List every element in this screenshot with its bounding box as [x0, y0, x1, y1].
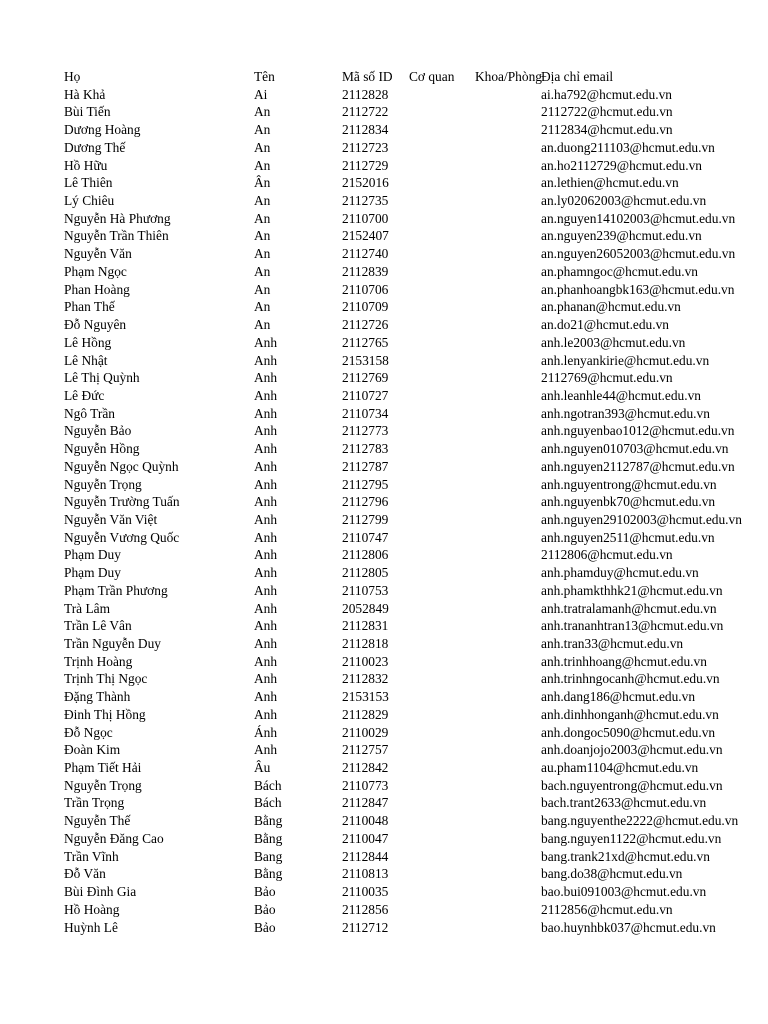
table-row	[64, 794, 707, 812]
table-row	[64, 635, 684, 653]
cell-ten: Anh	[254, 547, 278, 563]
cell-email: an.nguyen14102003@hcmut.edu.vn	[541, 210, 736, 226]
cell-ten: Anh	[254, 742, 278, 758]
cell-ho: Lê Thiên	[64, 175, 113, 191]
cell-email: anh.dang186@hcmut.edu.vn	[541, 689, 696, 705]
cell-ten: Anh	[254, 405, 278, 421]
cell-ho: Phan Hoàng	[64, 281, 130, 297]
cell-ten: Anh	[254, 618, 278, 634]
cell-email: 2112834@hcmut.edu.vn	[541, 122, 673, 138]
cell-email: anh.nguyenbk70@hcmut.edu.vn	[541, 494, 716, 510]
cell-ten: Anh	[254, 636, 278, 651]
cell-id: 2110753	[342, 582, 389, 598]
table-row	[64, 848, 710, 866]
cell-email: an.lethien@hcmut.edu.vn	[541, 175, 679, 191]
cell-ho: Nguyễn Thế	[64, 813, 131, 829]
cell-id: 2112844	[342, 848, 389, 864]
cell-ho: Trần Trọng	[64, 795, 125, 811]
cell-email: anh.le2003@hcmut.edu.vn	[541, 334, 686, 350]
cell-ten: An	[254, 122, 271, 138]
table-row	[64, 493, 716, 511]
cell-email: an.nguyen26052003@hcmut.edu.vn	[541, 246, 736, 262]
cell-ho: Trần Lê Vân	[64, 618, 132, 634]
header-email: Địa chỉ email	[541, 69, 614, 84]
cell-ten: Anh	[254, 352, 278, 368]
cell-id: 2110029	[342, 724, 389, 740]
cell-ho: Ngô Trần	[64, 405, 115, 421]
header-co-quan: Cơ quan	[409, 69, 455, 84]
cell-id: 2052849	[342, 600, 389, 616]
cell-ho: Trần Nguyễn Duy	[64, 636, 161, 651]
cell-id: 2112740	[342, 246, 389, 262]
cell-ho: Hồ Hữu	[64, 157, 108, 173]
cell-id: 2112735	[342, 193, 389, 209]
table-row	[64, 670, 720, 688]
table-row	[64, 316, 669, 334]
cell-ten: An	[254, 210, 271, 226]
cell-id: 2112796	[342, 494, 389, 510]
cell-ten: Bằng	[254, 830, 283, 846]
table-row	[64, 546, 673, 564]
cell-email: anh.tratralamanh@hcmut.edu.vn	[541, 600, 717, 616]
cell-email: bang.nguyenthe2222@hcmut.edu.vn	[541, 813, 739, 829]
cell-email: anh.tran33@hcmut.edu.vn	[541, 636, 684, 651]
table-row	[64, 458, 735, 476]
cell-ten: An	[254, 157, 271, 173]
cell-email: anh.nguyentrong@hcmut.edu.vn	[541, 476, 717, 492]
cell-ten: An	[254, 139, 271, 155]
cell-ho: Lê Hồng	[64, 334, 112, 350]
cell-ten: An	[254, 281, 271, 297]
table-row	[64, 157, 702, 175]
cell-ho: Đinh Thị Hồng	[64, 706, 146, 722]
table-row	[64, 387, 701, 405]
cell-email: bao.bui091003@hcmut.edu.vn	[541, 884, 707, 900]
cell-ten: An	[254, 263, 271, 279]
cell-id: 2112799	[342, 511, 389, 527]
cell-ho: Phạm Duy	[64, 547, 121, 563]
cell-ho: Phạm Ngọc	[64, 263, 127, 279]
header-row	[64, 68, 669, 86]
cell-email: 2112806@hcmut.edu.vn	[541, 547, 673, 563]
cell-id: 2110700	[342, 210, 389, 226]
cell-id: 2112712	[342, 919, 389, 935]
cell-email: anh.lenyankirie@hcmut.edu.vn	[541, 352, 710, 368]
table-row	[64, 529, 715, 547]
cell-ho: Trịnh Thị Ngọc	[64, 671, 148, 687]
cell-ho: Trà Lâm	[64, 600, 110, 616]
cell-ho: Trần Vĩnh	[64, 848, 119, 864]
cell-email: anh.nguyen010703@hcmut.edu.vn	[541, 441, 729, 457]
cell-ten: An	[254, 299, 271, 315]
table-row	[64, 600, 717, 618]
header-ten: Tên	[254, 69, 275, 84]
cell-ten: Bảo	[254, 901, 276, 917]
table-row	[64, 688, 696, 706]
table-row	[64, 174, 679, 192]
table-row	[64, 777, 723, 795]
cell-id: 2110747	[342, 529, 389, 545]
table-row	[64, 653, 707, 671]
table-row	[64, 422, 735, 440]
cell-email: anh.nguyen2112787@hcmut.edu.vn	[541, 458, 735, 474]
cell-ten: Anh	[254, 494, 278, 510]
cell-email: anh.doanjojo2003@hcmut.edu.vn	[541, 742, 723, 758]
cell-ho: Nguyễn Hồng	[64, 441, 140, 457]
cell-email: an.nguyen239@hcmut.edu.vn	[541, 228, 702, 244]
cell-ho: Huỳnh Lê	[64, 919, 118, 935]
cell-ten: Anh	[254, 529, 278, 545]
cell-ho: Lê Đức	[64, 387, 105, 403]
cell-email: anh.trananhtran13@hcmut.edu.vn	[541, 618, 724, 634]
table-row	[64, 263, 698, 281]
table-row	[64, 617, 724, 635]
cell-email: bach.nguyentrong@hcmut.edu.vn	[541, 777, 723, 793]
cell-email: anh.trinhngocanh@hcmut.edu.vn	[541, 671, 720, 687]
cell-id: 2112806	[342, 547, 389, 563]
table-row	[64, 298, 681, 316]
cell-id: 2112847	[342, 795, 389, 811]
table-row	[64, 405, 710, 423]
table-row	[64, 865, 683, 883]
cell-ho: Phạm Tiết Hải	[64, 760, 142, 776]
table-row	[64, 919, 716, 937]
cell-ho: Nguyễn Đăng Cao	[64, 830, 164, 846]
cell-email: ai.ha792@hcmut.edu.vn	[541, 86, 672, 102]
cell-id: 2110727	[342, 387, 389, 403]
cell-id: 2112829	[342, 706, 389, 722]
table-row	[64, 564, 699, 582]
cell-ten: Anh	[254, 565, 278, 581]
cell-ho: Đặng Thành	[64, 689, 131, 705]
cell-ten: Bang	[254, 848, 283, 864]
cell-email: an.phamngoc@hcmut.edu.vn	[541, 263, 698, 279]
table-row	[64, 121, 673, 139]
cell-ten: An	[254, 317, 271, 333]
cell-id: 2110706	[342, 281, 389, 297]
cell-id: 2112769	[342, 370, 389, 386]
cell-ten: Anh	[254, 582, 278, 598]
cell-id: 2112818	[342, 636, 389, 651]
table-row	[64, 334, 686, 352]
cell-email: anh.dinhhonganh@hcmut.edu.vn	[541, 706, 719, 722]
cell-id: 2112757	[342, 742, 389, 758]
table-row	[64, 476, 717, 494]
cell-id: 2110023	[342, 653, 389, 669]
cell-email: anh.nguyen29102003@hcmut.edu.vn	[541, 511, 742, 527]
cell-email: 2112769@hcmut.edu.vn	[541, 370, 673, 386]
cell-ho: Nguyễn Văn	[64, 246, 132, 262]
cell-ho: Bùi Tiến	[64, 104, 111, 120]
cell-ten: Bằng	[254, 813, 283, 829]
cell-ten: Anh	[254, 476, 278, 492]
cell-ho: Nguyễn Trường Tuấn	[64, 494, 180, 510]
cell-ho: Đỗ Văn	[64, 866, 106, 882]
cell-ho: Hà Khả	[64, 86, 106, 102]
cell-email: anh.nguyenbao1012@hcmut.edu.vn	[541, 423, 735, 439]
cell-id: 2152016	[342, 175, 389, 191]
cell-id: 2112795	[342, 476, 389, 492]
cell-ten: Ai	[254, 86, 268, 102]
cell-ho: Lê Nhật	[64, 352, 108, 368]
cell-ten: Ánh	[254, 724, 278, 740]
cell-id: 2112787	[342, 458, 389, 474]
cell-id: 2112805	[342, 565, 389, 581]
table-row	[64, 830, 722, 848]
cell-ten: Bách	[254, 795, 282, 811]
cell-ten: An	[254, 193, 271, 209]
table-row	[64, 724, 716, 742]
cell-ho: Nguyễn Trọng	[64, 476, 142, 492]
cell-id: 2112839	[342, 263, 389, 279]
cell-id: 2112722	[342, 104, 389, 120]
cell-email: bang.do38@hcmut.edu.vn	[541, 866, 683, 882]
cell-email: au.pham1104@hcmut.edu.vn	[541, 760, 699, 776]
cell-ten: Anh	[254, 441, 278, 457]
cell-ten: Bảo	[254, 884, 276, 900]
cell-id: 2112765	[342, 334, 389, 350]
cell-ten: Anh	[254, 653, 278, 669]
cell-email: 2112722@hcmut.edu.vn	[541, 104, 673, 120]
cell-id: 2112834	[342, 122, 389, 138]
cell-ten: Anh	[254, 671, 278, 687]
cell-ten: Âu	[254, 760, 271, 776]
cell-ho: Dương Thế	[64, 139, 126, 155]
table-row	[64, 706, 719, 724]
cell-ten: Bách	[254, 777, 282, 793]
table-row	[64, 281, 735, 299]
cell-email: bang.trank21xd@hcmut.edu.vn	[541, 848, 710, 864]
cell-id: 2112856	[342, 901, 389, 917]
cell-email: an.ly02062003@hcmut.edu.vn	[541, 193, 707, 209]
cell-ho: Nguyễn Hà Phương	[64, 210, 171, 226]
cell-id: 2152407	[342, 228, 389, 244]
cell-email: anh.trinhhoang@hcmut.edu.vn	[541, 653, 707, 669]
cell-ten: An	[254, 104, 271, 120]
table-row	[64, 812, 739, 830]
cell-id: 2110048	[342, 813, 389, 829]
cell-ten: Anh	[254, 511, 278, 527]
cell-ho: Nguyễn Ngọc Quỳnh	[64, 458, 179, 474]
table-row	[64, 245, 736, 263]
cell-ho: Trịnh Hoàng	[64, 653, 133, 669]
cell-ten: Ân	[254, 175, 271, 191]
cell-id: 2153153	[342, 689, 389, 705]
cell-id: 2112842	[342, 760, 389, 776]
table-row	[64, 139, 715, 157]
cell-ten: Anh	[254, 600, 278, 616]
cell-id: 2112828	[342, 86, 389, 102]
cell-ten: Anh	[254, 387, 278, 403]
cell-email: bang.nguyen1122@hcmut.edu.vn	[541, 830, 722, 846]
table-row	[64, 192, 707, 210]
cell-ten: Anh	[254, 706, 278, 722]
cell-ten: Anh	[254, 370, 278, 386]
cell-ho: Nguyễn Văn Việt	[64, 511, 158, 527]
cell-ten: Anh	[254, 423, 278, 439]
cell-ho: Nguyễn Trọng	[64, 777, 142, 793]
table-row	[64, 210, 736, 228]
cell-id: 2112773	[342, 423, 389, 439]
table-row	[64, 582, 723, 600]
table-row	[64, 227, 702, 245]
table-row	[64, 883, 707, 901]
cell-id: 2110773	[342, 777, 389, 793]
cell-email: bach.trant2633@hcmut.edu.vn	[541, 795, 707, 811]
header-khoa-phong: Khoa/Phòng	[475, 69, 542, 84]
cell-email: anh.dongoc5090@hcmut.edu.vn	[541, 724, 716, 740]
table-row	[64, 741, 723, 759]
student-table	[64, 68, 742, 936]
cell-email: anh.leanhle44@hcmut.edu.vn	[541, 387, 701, 403]
cell-id: 2112783	[342, 441, 389, 457]
cell-ho: Nguyễn Vương Quốc	[64, 529, 180, 545]
cell-ten: An	[254, 228, 271, 244]
cell-id: 2112723	[342, 139, 389, 155]
cell-id: 2110047	[342, 830, 389, 846]
cell-ten: Bảo	[254, 919, 276, 935]
cell-id: 2112726	[342, 317, 389, 333]
cell-id: 2112832	[342, 671, 389, 687]
cell-id: 2112729	[342, 157, 389, 173]
table-row	[64, 511, 742, 529]
cell-ho: Phan Thế	[64, 299, 115, 315]
cell-id: 2112831	[342, 618, 389, 634]
cell-ho: Dương Hoàng	[64, 122, 141, 138]
table-row	[64, 352, 710, 370]
cell-email: an.do21@hcmut.edu.vn	[541, 317, 669, 333]
cell-email: 2112856@hcmut.edu.vn	[541, 901, 673, 917]
cell-email: an.phanhoangbk163@hcmut.edu.vn	[541, 281, 735, 297]
cell-email: anh.ngotran393@hcmut.edu.vn	[541, 405, 710, 421]
cell-id: 2110813	[342, 866, 389, 882]
cell-ho: Đoàn Kim	[64, 742, 121, 758]
cell-id: 2110709	[342, 299, 389, 315]
cell-ho: Lê Thị Quỳnh	[64, 370, 140, 386]
table-row	[64, 369, 673, 387]
cell-ho: Phạm Trần Phương	[64, 582, 168, 598]
table-row	[64, 759, 699, 777]
table-row	[64, 901, 673, 919]
cell-ho: Đỗ Nguyên	[64, 317, 127, 333]
cell-ten: An	[254, 246, 271, 262]
header-id: Mã số ID	[342, 69, 393, 84]
table-row	[64, 103, 673, 121]
cell-ten: Bằng	[254, 866, 283, 882]
cell-id: 2110035	[342, 884, 389, 900]
cell-email: anh.nguyen2511@hcmut.edu.vn	[541, 529, 715, 545]
cell-email: anh.phamkthhk21@hcmut.edu.vn	[541, 582, 723, 598]
cell-ten: Anh	[254, 458, 278, 474]
cell-ho: Nguyễn Trần Thiên	[64, 228, 169, 244]
table-row	[64, 86, 672, 104]
cell-id: 2153158	[342, 352, 389, 368]
cell-ho: Bùi Đình Gia	[64, 884, 137, 900]
table-row	[64, 440, 729, 458]
cell-ten: Anh	[254, 334, 278, 350]
cell-ho: Nguyễn Bảo	[64, 423, 132, 439]
cell-ho: Phạm Duy	[64, 565, 121, 581]
cell-ho: Lý Chiêu	[64, 193, 115, 209]
cell-email: bao.huynhbk037@hcmut.edu.vn	[541, 919, 716, 935]
cell-id: 2110734	[342, 405, 389, 421]
cell-email: an.ho2112729@hcmut.edu.vn	[541, 157, 702, 173]
cell-email: an.phanan@hcmut.edu.vn	[541, 299, 681, 315]
header-ho: Họ	[64, 69, 81, 84]
cell-ten: Anh	[254, 689, 278, 705]
cell-ho: Hồ Hoàng	[64, 901, 120, 917]
cell-email: an.duong211103@hcmut.edu.vn	[541, 139, 715, 155]
cell-email: anh.phamduy@hcmut.edu.vn	[541, 565, 699, 581]
cell-ho: Đỗ Ngọc	[64, 724, 113, 740]
